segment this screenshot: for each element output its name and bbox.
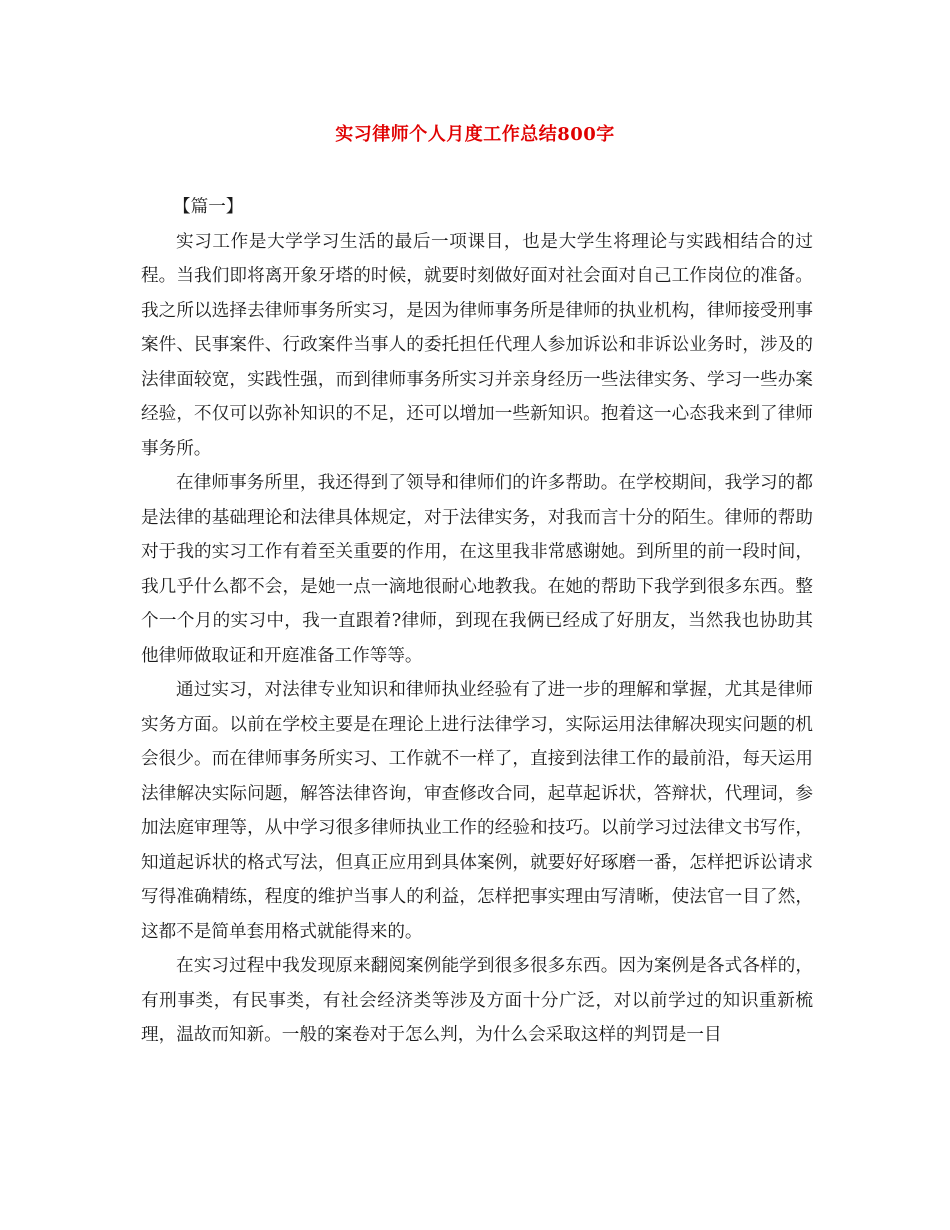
paragraph-3: 通过实习，对法律专业知识和律师执业经验有了进一步的理解和掌握，尤其是律师实务方面。以前在学校主要是在理论上进行法律学习，实际运用法律解决现实问题的机会很少。而在律师事务所实习、工作就不一样了，直接到法律工作的最前沿，每天运用法律解决实际问题，解答法律咨询，审查修改合同，起草起诉状，答辩状，代理词，参加法庭审理等，从中学习很多律师执业工作的经验和技巧。以前学习过法律文书写作，知道起诉状的格式写法，但真正应用到具体案例，就要好好琢磨一番，怎样把诉讼请求写得准确精练，程度的维护当事人的利益，怎样把事实理由写清晰，使法官一目了然，这都不是简单套用格式就能得来的。 [141,680,813,942]
section-label: 【篇一】 [173,197,244,217]
document-body [141,190,813,1053]
paragraph-4: 在实习过程中我发现原来翻阅案例能学到很多很多东西。因为案例是各式各样的，有刑事类，有民事类，有社会经济类等涉及方面十分广泛，对以前学过的知识重新梳理，温故而知新。一般的案卷对于怎么判，为什么会采取这样的判罚是一目 [141,956,813,1045]
document-title: 实习律师个人月度工作总结800字 [335,124,615,145]
paragraph-1: 实习工作是大学学习生活的最后一项课目，也是大学生将理论与实践相结合的过程。当我们即将离开象牙塔的时候，就要时刻做好面对社会面对自己工作岗位的准备。我之所以选择去律师事务所实习，是因为律师事务所是律师的执业机构，律师接受刑事案件、民事案件、行政案件当事人的委托担任代理人参加诉讼和非诉讼业务时，涉及的法律面较宽，实践性强，而到律师事务所实习并亲身经历一些法律实务、学习一些办案经验，不仅可以弥补知识的不足，还可以增加一些新知识。抱着这一心态我来到了律师事务所。 [141,231,813,459]
paragraph-2: 在律师事务所里，我还得到了领导和律师们的许多帮助。在学校期间，我学习的都是法律的基础理论和法律具体规定，对于法律实务，对我而言十分的陌生。律师的帮助对于我的实习工作有着至关重要的作用，在这里我非常感谢她。到所里的前一段时间，我几乎什么都不会，是她一点一滴地很耐心地教我。在她的帮助下我学到很多东西。整个一个月的实习中，我一直跟着?律师，到现在我俩已经成了好朋友，当然我也协助其他律师做取证和开庭准备工作等等。 [141,473,813,666]
